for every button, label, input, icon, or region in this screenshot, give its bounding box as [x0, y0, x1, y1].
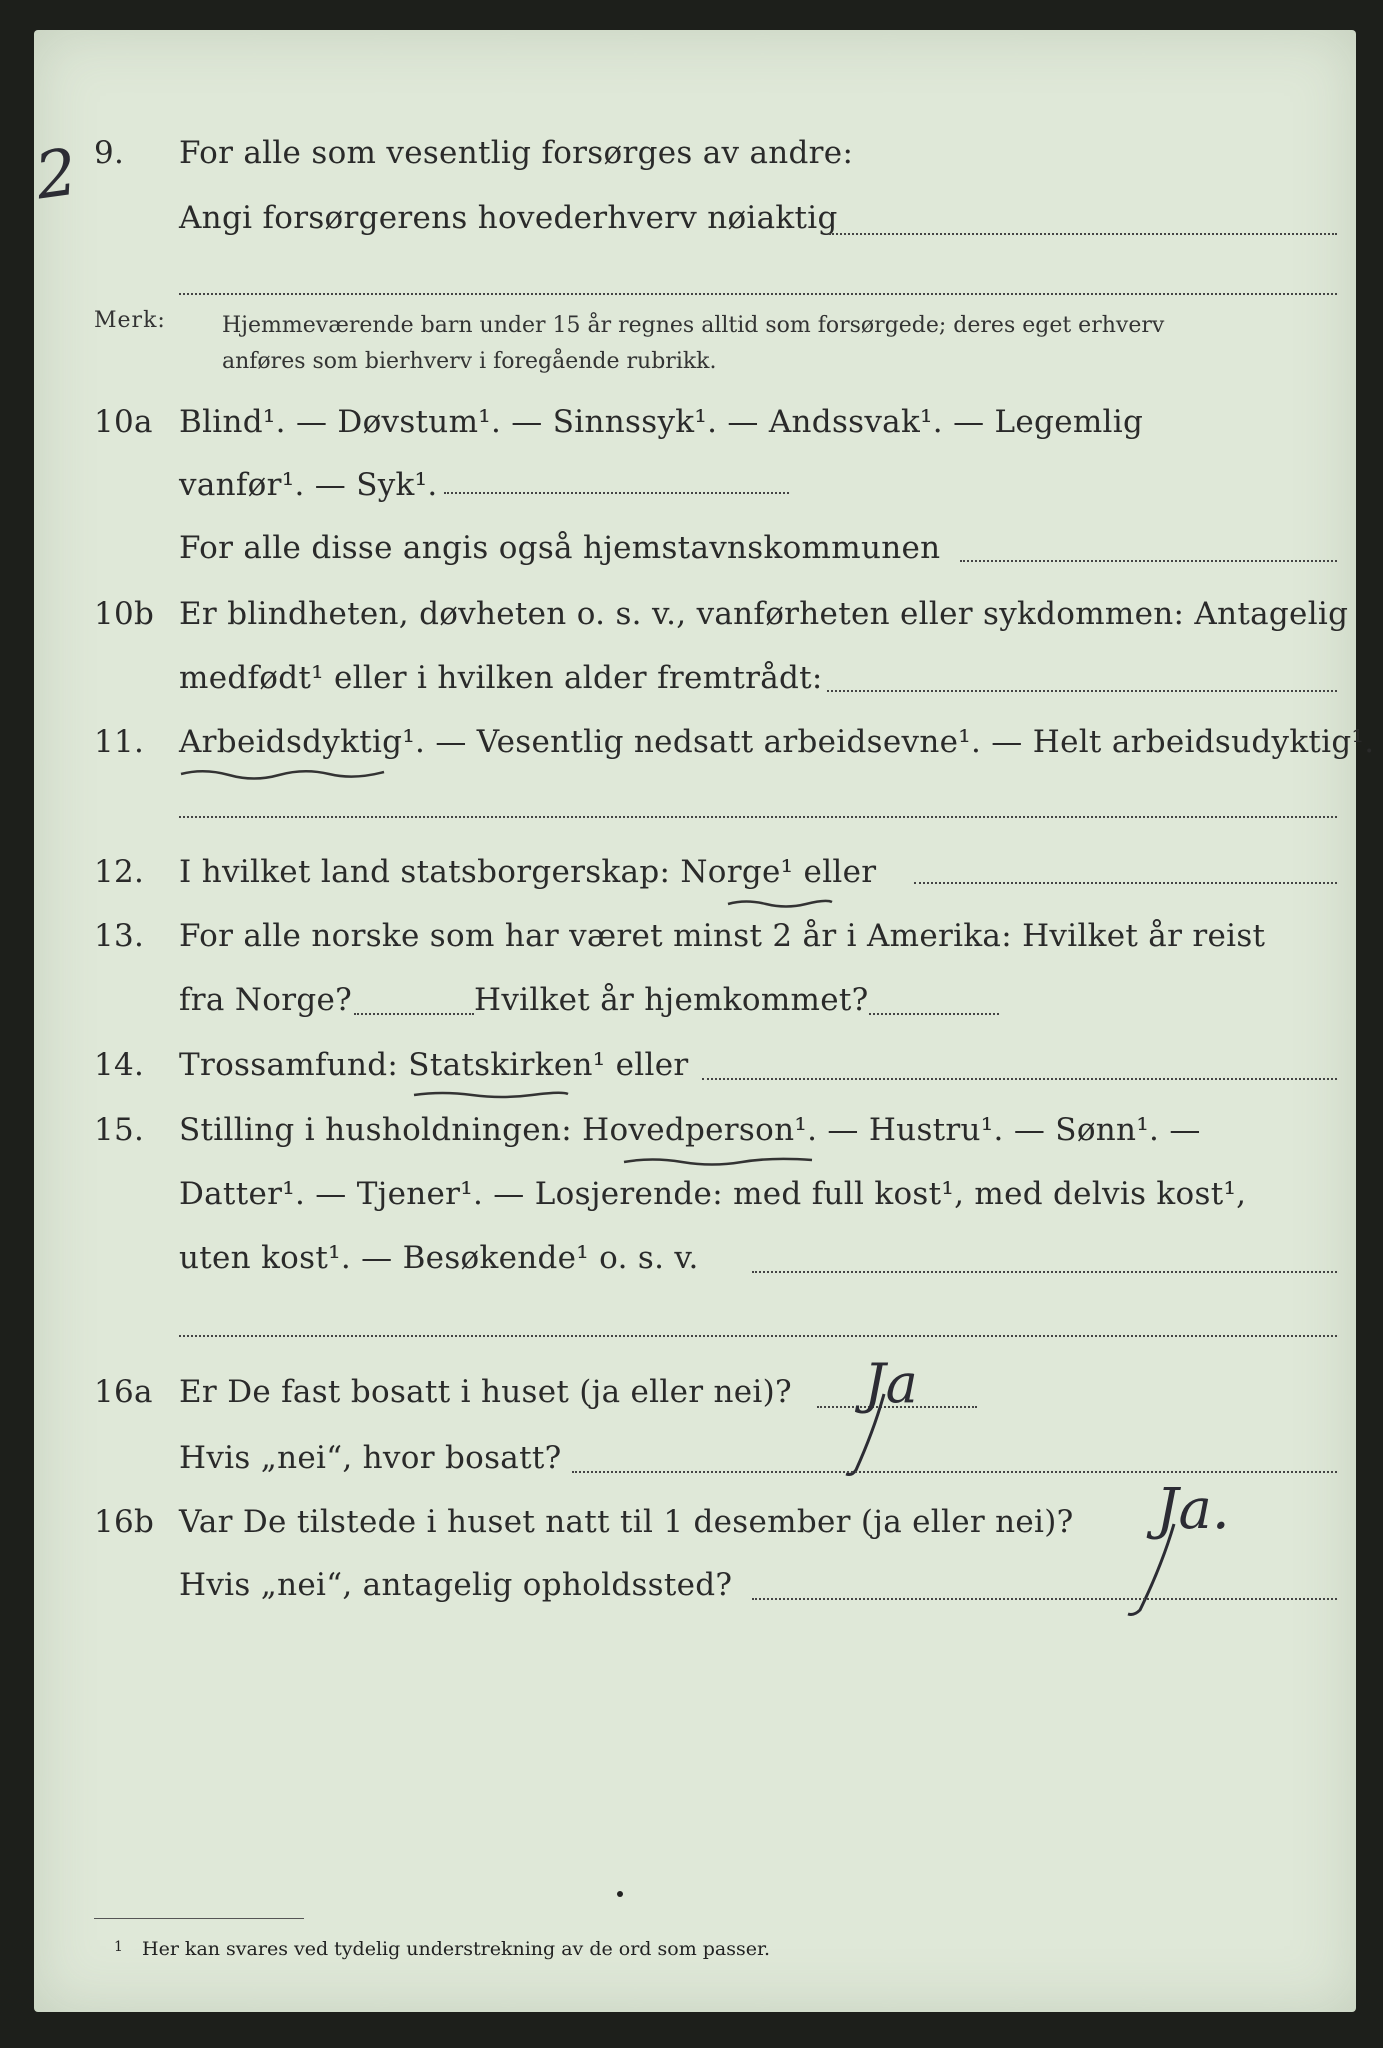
dot-mark	[617, 1891, 623, 1897]
question-text: Er De fast bosatt i huset (ja eller nei)?	[179, 1374, 792, 1410]
question-text: Trossamfund: Statskirken¹ eller	[179, 1047, 689, 1083]
question-number: 14.	[94, 1047, 145, 1083]
question-text: uten kost¹. — Besøkende¹ o. s. v.	[179, 1240, 699, 1276]
question-number: 12.	[94, 854, 145, 890]
answer-line[interactable]	[179, 293, 1337, 295]
answer-line[interactable]	[354, 1013, 474, 1015]
handwritten-underline	[726, 896, 836, 910]
question-text: Angi forsørgerens hovederhverv nøiaktig	[179, 200, 838, 236]
question-number: 15.	[94, 1112, 145, 1148]
question-text: Hvis „nei“, antagelig opholdssted?	[179, 1567, 733, 1603]
handwritten-underline	[412, 1088, 572, 1100]
note-text: Hjemmeværende barn under 15 år regnes alltid som forsørgede; deres eget erhverv	[222, 313, 1165, 338]
question-number: 10a	[94, 404, 153, 440]
note-text: anføres som bierhverv i foregående rubrikk.	[222, 349, 717, 374]
answer-line[interactable]	[869, 1013, 999, 1015]
census-form-page	[31, 30, 1375, 2012]
answer-line[interactable]	[827, 690, 1337, 692]
question-text: Var De tilstede i huset natt til 1 desember (ja eller nei)?	[179, 1504, 1074, 1540]
question-text-part: Hvilket år hjemkommet?	[474, 982, 869, 1018]
answer-line[interactable]	[444, 492, 789, 494]
answer-line[interactable]	[179, 816, 1337, 818]
question-text: Arbeidsdyktig¹. — Vesentlig nedsatt arbeidsevne¹. — Helt arbeidsudyktig¹.	[179, 724, 1375, 760]
answer-line[interactable]	[829, 233, 1337, 235]
question-text: For alle som vesentlig forsørges av andre:	[179, 135, 854, 171]
question-number: 11.	[94, 724, 145, 760]
margin-handwritten-mark: 2	[31, 135, 82, 215]
question-number: 13.	[94, 918, 145, 954]
question-text: For alle norske som har været minst 2 år i Amerika: Hvilket år reist	[179, 918, 1266, 954]
question-text: Hvis „nei“, hvor bosatt?	[179, 1440, 562, 1476]
question-number: 9.	[94, 135, 125, 171]
answer-line[interactable]	[960, 560, 1337, 562]
question-text: medfødt¹ eller i hvilken alder fremtrådt:	[179, 660, 823, 696]
question-number: 16a	[94, 1374, 153, 1410]
handwritten-underline	[179, 766, 389, 782]
question-text: Er blindheten, døvheten o. s. v., vanførheten eller sykdommen: Antagelig	[179, 596, 1349, 632]
answer-line[interactable]	[702, 1078, 1337, 1080]
answer-line[interactable]	[572, 1471, 1337, 1473]
footnote-divider	[94, 1918, 304, 1919]
answer-line[interactable]	[752, 1598, 1337, 1600]
handwritten-stroke	[834, 1390, 894, 1480]
handwritten-underline	[622, 1154, 817, 1168]
question-text: Datter¹. — Tjener¹. — Losjerende: med full kost¹, med delvis kost¹,	[179, 1176, 1247, 1212]
question-number: 16b	[94, 1504, 155, 1540]
handwritten-stroke	[1114, 1520, 1184, 1620]
footnote-text: Her kan svares ved tydelig understrekning av de ord som passer.	[142, 1938, 771, 1960]
note-label: Merk:	[94, 308, 166, 333]
footnote-marker: 1	[114, 1939, 123, 1955]
handwritten-answer: Ja.	[1156, 1477, 1230, 1542]
question-text: Blind¹. — Døvstum¹. — Sinnssyk¹. — Andssvak¹. — Legemlig	[179, 404, 1144, 440]
question-text: fra Norge?	[179, 982, 353, 1018]
handwritten-answer: Ja	[864, 1352, 918, 1415]
question-number: 10b	[94, 596, 155, 632]
answer-line[interactable]	[914, 882, 1337, 884]
question-text: Stilling i husholdningen: Hovedperson¹. — Hustru¹. — Sønn¹. —	[179, 1112, 1201, 1148]
answer-line[interactable]	[752, 1271, 1337, 1273]
answer-line[interactable]	[179, 1335, 1337, 1337]
question-text: vanfør¹. — Syk¹.	[179, 467, 438, 503]
question-text: For alle disse angis også hjemstavnskommunen	[179, 530, 941, 566]
question-text: I hvilket land statsborgerskap: Norge¹ eller	[179, 854, 877, 890]
